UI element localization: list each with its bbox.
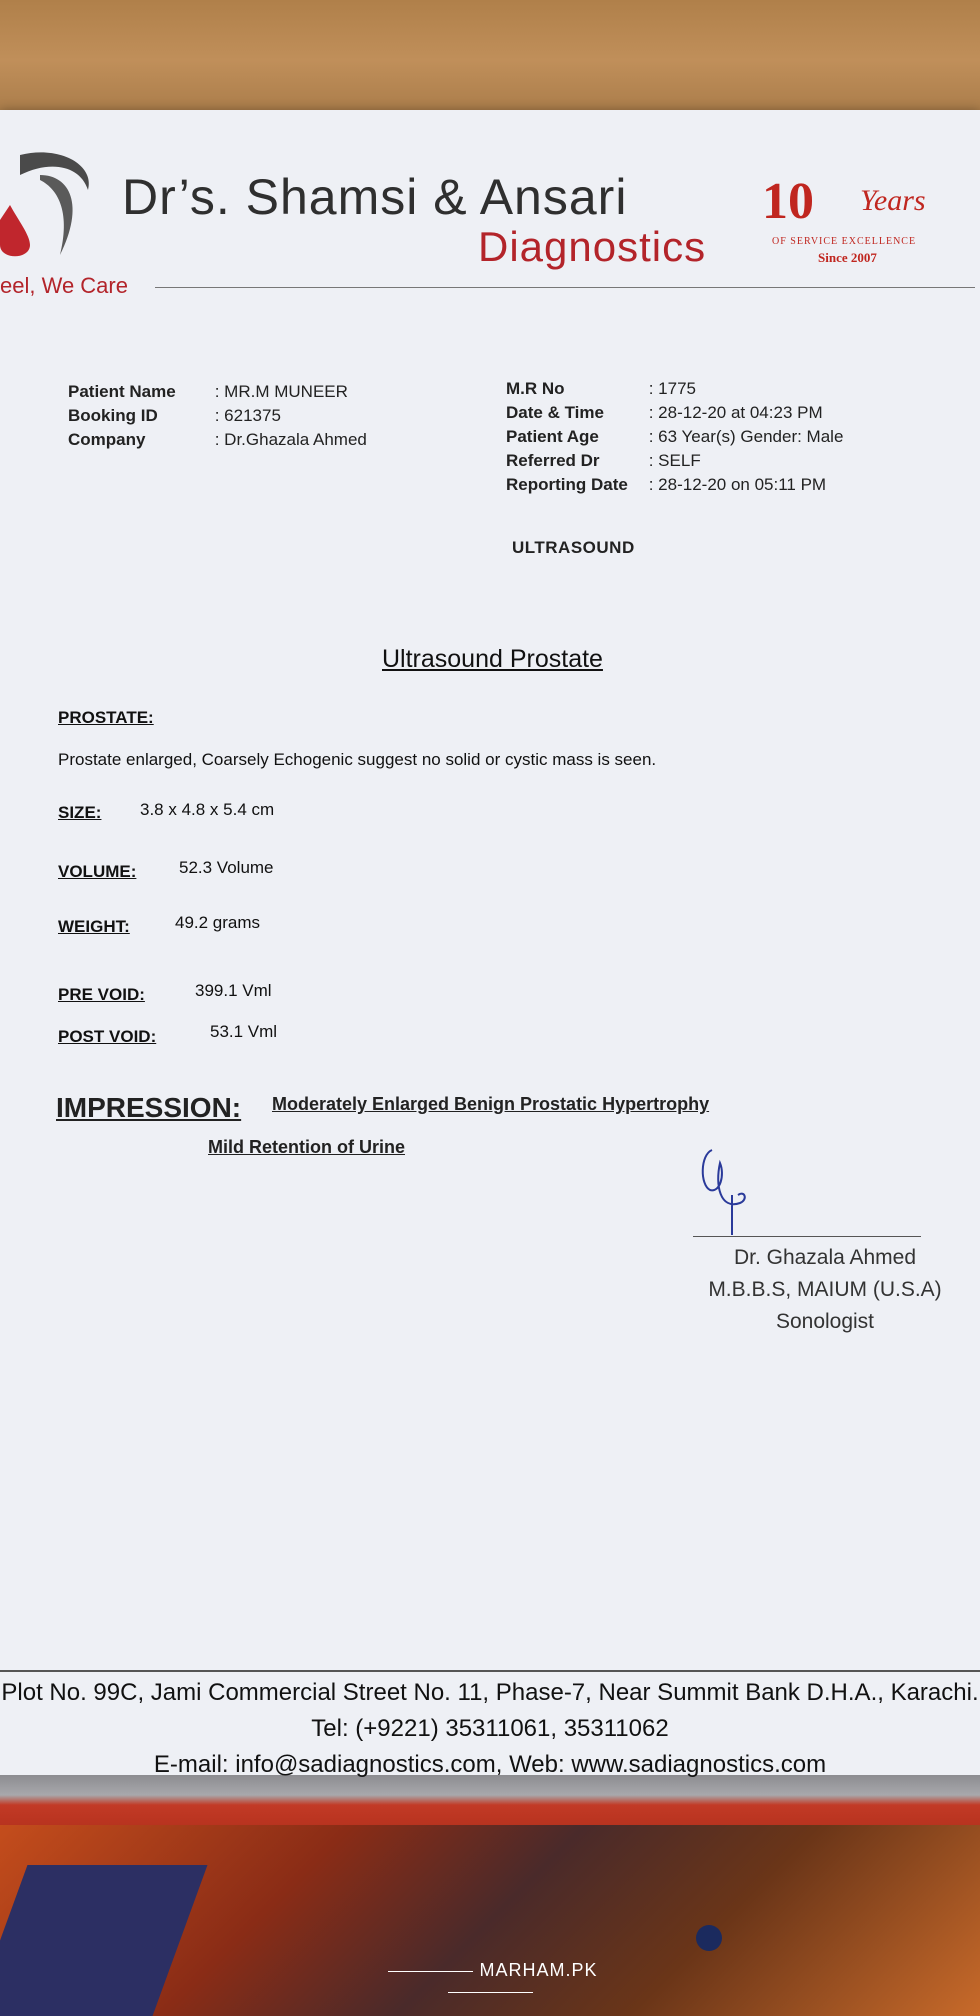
badge-number: 10 — [762, 173, 814, 230]
info-label: Reporting Date — [506, 475, 628, 494]
footer-contact: E-mail: info@sadiagnostics.com, Web: www.sadiagnostics.com — [153, 1751, 827, 1778]
patient-info-right — [506, 377, 843, 497]
doctor-block — [690, 1242, 960, 1338]
info-label: Referred Dr — [506, 451, 600, 470]
badge-since: Since 2007 — [818, 250, 877, 265]
info-label: M.R No — [506, 379, 565, 398]
section-title: ULTRASOUND — [512, 538, 635, 557]
info-row — [68, 404, 367, 428]
handwritten-signature — [690, 1145, 790, 1235]
fabric-stripe — [0, 1865, 207, 2016]
weight-label: WEIGHT: — [58, 917, 130, 936]
prostate-label: PROSTATE: — [58, 708, 154, 727]
info-row — [506, 401, 843, 425]
info-label: Company — [68, 430, 146, 449]
doctor-title: Sonologist — [775, 1310, 875, 1333]
weight-value: 49.2 grams — [175, 913, 261, 932]
info-value: : 63 Year(s) Gender: Male — [648, 427, 844, 446]
info-label: Booking ID — [68, 406, 158, 425]
footer-address: Plot No. 99C, Jami Commercial Street No. 11, Phase-7, Near Summit Bank D.H.A., Karachi. — [1, 1679, 979, 1706]
volume-value: 52.3 Volume — [179, 858, 274, 877]
info-row — [506, 425, 843, 449]
fabric-bead — [696, 1925, 722, 1951]
info-value: : SELF — [648, 451, 701, 470]
watermark: MARHAM.PK — [340, 1960, 640, 2002]
doctor-degrees: M.B.B.S, MAIUM (U.S.A) — [708, 1278, 942, 1301]
info-label: Date & Time — [506, 403, 604, 422]
impression-label: IMPRESSION: — [56, 1092, 242, 1123]
brand-subtitle: Diagnostics — [478, 223, 707, 270]
info-value: : 1775 — [648, 379, 696, 398]
info-row — [68, 380, 367, 404]
blood-drop-logo-icon — [0, 145, 95, 265]
info-label: Patient Name — [68, 382, 176, 401]
anniversary-badge — [762, 172, 942, 272]
info-value: : 28-12-20 on 05:11 PM — [648, 475, 827, 494]
badge-years: Years — [860, 184, 926, 217]
doctor-name: Dr. Ghazala Ahmed — [733, 1246, 917, 1269]
signature-line — [693, 1236, 921, 1237]
footer — [0, 1675, 980, 1783]
info-label: Patient Age — [506, 427, 599, 446]
badge-subtitle: OF SERVICE EXCELLENCE — [772, 236, 917, 247]
footer-divider — [0, 1670, 980, 1672]
info-value: : MR.M MUNEER — [214, 382, 348, 401]
size-label: SIZE: — [58, 803, 102, 822]
info-value: : 621375 — [214, 406, 281, 425]
info-row — [68, 428, 367, 452]
info-row — [506, 473, 843, 497]
brand-tagline: eel, We Care — [0, 273, 128, 298]
prevoid-label: PRE VOID: — [58, 985, 145, 1004]
report-title: Ultrasound Prostate — [382, 645, 603, 673]
impression-line-2: Mild Retention of Urine — [208, 1137, 405, 1157]
header-divider — [155, 287, 975, 288]
patient-info-left — [68, 380, 367, 452]
size-value: 3.8 x 4.8 x 5.4 cm — [140, 800, 275, 819]
info-row — [506, 377, 843, 401]
postvoid-value: 53.1 Vml — [210, 1022, 278, 1041]
postvoid-label: POST VOID: — [58, 1027, 157, 1046]
impression-line-1: Moderately Enlarged Benign Prostatic Hypertrophy — [272, 1094, 710, 1114]
report-paper — [0, 110, 980, 1810]
volume-label: VOLUME: — [58, 862, 137, 881]
footer-tel: Tel: (+9221) 35311061, 35311062 — [311, 1715, 669, 1742]
info-value: : 28-12-20 at 04:23 PM — [648, 403, 823, 422]
brand-name: Dr’s. Shamsi & Ansari — [122, 169, 628, 225]
info-value: : Dr.Ghazala Ahmed — [214, 430, 367, 449]
prostate-text: Prostate enlarged, Coarsely Echogenic suggest no solid or cystic mass is seen. — [58, 750, 657, 769]
prevoid-value: 399.1 Vml — [195, 981, 272, 1000]
info-row — [506, 449, 843, 473]
